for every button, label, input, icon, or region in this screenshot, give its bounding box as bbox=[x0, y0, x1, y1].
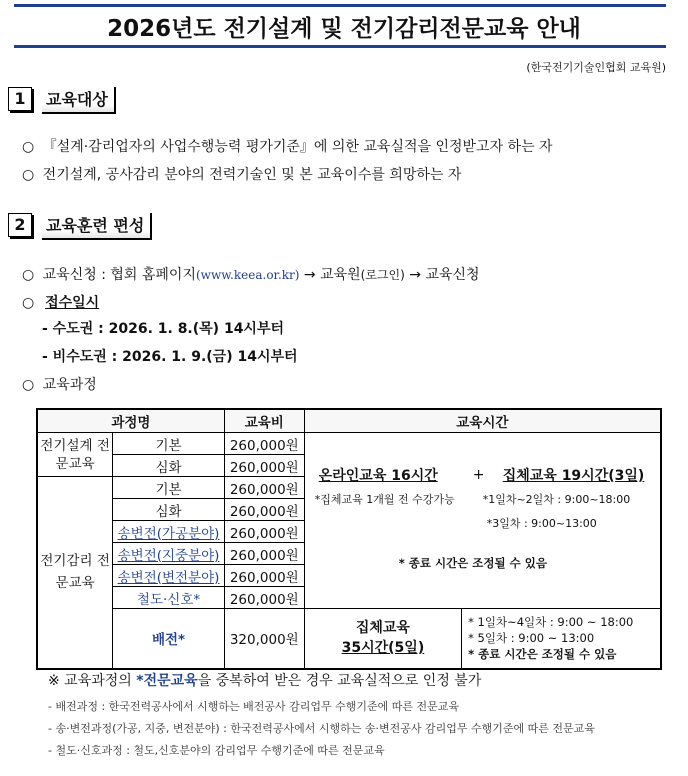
course-fee: 260,000원 bbox=[224, 521, 304, 543]
collective-hours: 집체교육 19시간(3일) bbox=[502, 468, 645, 484]
course-name: 송변전(지중분야) bbox=[113, 543, 225, 565]
target-bullet-2: ○ 전기설계, 공사감리 분야의 전력기술인 및 본 교육이수를 희망하는 자 bbox=[22, 167, 462, 183]
apply-line: ○ 교육신청 : 협회 홈페이지(www.keea.or.kr) → 교육원(로그인) → 교육신청 bbox=[22, 267, 480, 283]
header-fee: 교육비 bbox=[224, 409, 304, 433]
footnote-transmission: - 송·변전과정(가공, 지중, 변전분야) : 한국전력공사에서 시행하는 송·변전공사 감리업무 수행기준에 따른 전문교육 bbox=[48, 722, 595, 735]
course-name: 철도·신호* bbox=[113, 587, 225, 609]
section-2-title: 교육훈련 편성 bbox=[42, 213, 152, 240]
bullet-icon: ○ bbox=[22, 377, 35, 393]
distribution-hours: 집체교육 35시간(5일) bbox=[304, 609, 461, 669]
section-1-number: 1 bbox=[8, 87, 32, 111]
header-course: 과정명 bbox=[37, 409, 224, 433]
course-fee: 260,000원 bbox=[224, 565, 304, 587]
course-fee: 260,000원 bbox=[224, 499, 304, 521]
section-1-title: 교육대상 bbox=[42, 87, 116, 114]
course-fee: 260,000원 bbox=[224, 587, 304, 609]
day-3-schedule: *3일차 : 9:00~13:00 bbox=[486, 517, 597, 530]
course-table bbox=[36, 408, 662, 670]
target-bullet-1: ○ 『설계·감리업자의 사업수행능력 평가기준』에 의한 교육실적을 인정받고자 하는 자 bbox=[22, 139, 553, 155]
course-fee: 260,000원 bbox=[224, 433, 304, 455]
course-name: 심화 bbox=[113, 455, 225, 477]
reception-heading: ○ 접수일시 bbox=[22, 295, 100, 311]
distribution-schedule: * 1일차~4일차 : 9:00 ~ 18:00 * 5일차 : 9:00 ~ 13:00 * 종료 시간은 조정될 수 있음 bbox=[462, 609, 661, 669]
website-link[interactable]: (www.keea.or.kr) bbox=[195, 268, 300, 282]
course-fee: 260,000원 bbox=[224, 455, 304, 477]
bullet-icon: ○ bbox=[22, 295, 35, 311]
organization-label: (한국전기기술인협회 교육원) bbox=[526, 61, 666, 74]
section-2-number: 2 bbox=[8, 213, 32, 237]
design-group: 전기설계 전문교육 bbox=[37, 433, 113, 477]
supervision-group: 전기감리 전문교육 bbox=[37, 477, 113, 669]
bullet-icon: ○ bbox=[22, 267, 35, 283]
page-title: 2026년도 전기설계 및 전기감리전문교육 안내 bbox=[107, 16, 581, 42]
duplicate-notice: ※ 교육과정의 *전문교육을 중복하여 받은 경우 교육실적으로 인정 불가 bbox=[48, 673, 482, 689]
course-name: 송변전(변전분야) bbox=[113, 565, 225, 587]
reception-noncapital: - 비수도권 : 2026. 1. 9.(금) 14시부터 bbox=[42, 349, 298, 365]
bullet-icon: ○ bbox=[22, 167, 35, 183]
course-name: 심화 bbox=[113, 499, 225, 521]
reception-capital: - 수도권 : 2026. 1. 8.(목) 14시부터 bbox=[42, 321, 285, 337]
course-heading: ○ 교육과정 bbox=[22, 377, 97, 393]
course-fee: 260,000원 bbox=[224, 543, 304, 565]
hours-cell bbox=[304, 433, 661, 609]
footnote-railway: - 철도·신호과정 : 철도,신호분야의 감리업무 수행기준에 따른 전문교육 bbox=[48, 744, 385, 757]
online-note: *집체교육 1개월 전 수강가능 bbox=[314, 493, 455, 506]
course-fee: 260,000원 bbox=[224, 477, 304, 499]
header-hours: 교육시간 bbox=[304, 409, 661, 433]
course-name: 송변전(가공분야) bbox=[113, 521, 225, 543]
course-name: 기본 bbox=[113, 477, 225, 499]
online-hours: 온라인교육 16시간 bbox=[318, 468, 438, 484]
day-1-2-schedule: *1일차~2일차 : 9:00~18:00 bbox=[482, 493, 631, 506]
plus-sign: + bbox=[472, 467, 485, 483]
course-name: 배전* bbox=[113, 609, 225, 669]
course-name: 기본 bbox=[113, 433, 225, 455]
bullet-icon: ○ bbox=[22, 139, 35, 155]
course-fee: 320,000원 bbox=[224, 609, 304, 669]
end-time-note: * 종료 시간은 조정될 수 있음 bbox=[398, 556, 547, 570]
footnote-distribution: - 배전과정 : 한국전력공사에서 시행하는 배전공사 감리업무 수행기준에 따른 전문교육 bbox=[48, 700, 460, 713]
